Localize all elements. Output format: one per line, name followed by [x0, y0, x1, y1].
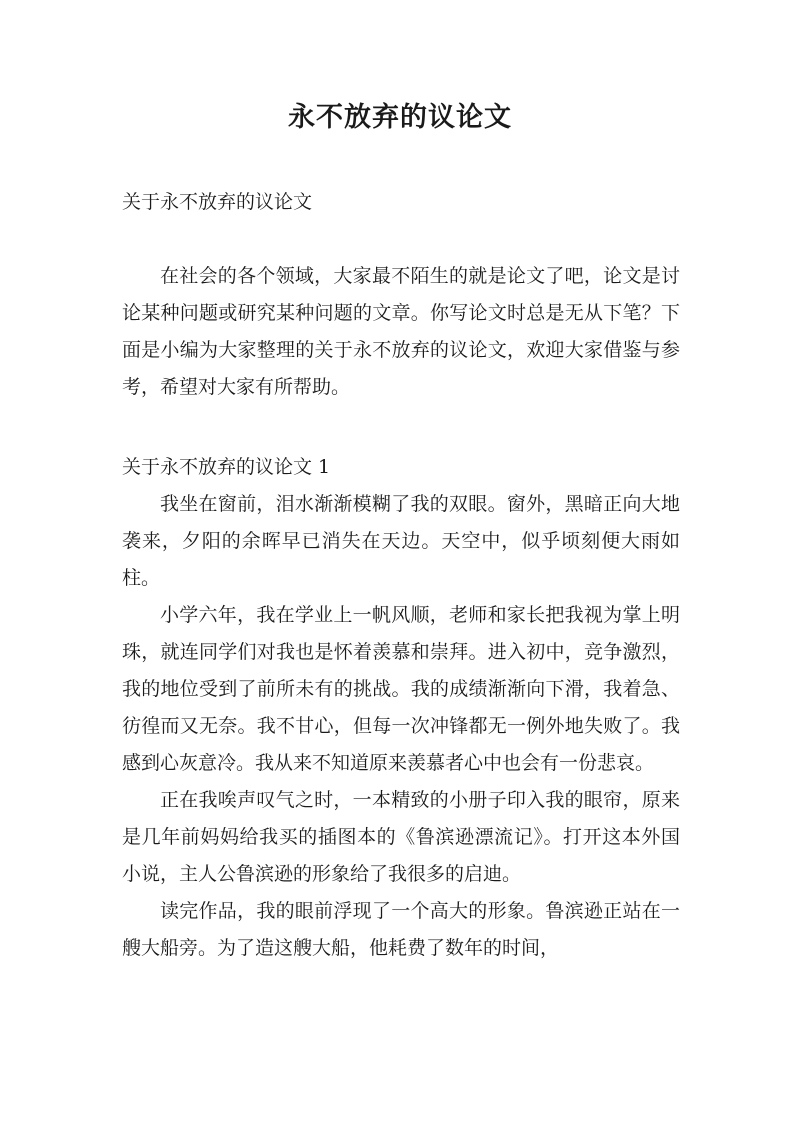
document-title: 永不放弃的议论文	[288, 102, 512, 133]
section-heading: 关于永不放弃的议论文 1	[122, 456, 331, 478]
body-paragraph: 正在我唉声叹气之时，一本精致的小册子印入我的眼帘，原来是几年前妈妈给我买的插图本的《鲁滨逊漂流记》。打开这本外国小说，主人公鲁滨逊的形象给了我很多的启迪。	[122, 789, 680, 885]
intro-paragraph: 在社会的各个领域，大家最不陌生的就是论文了吧，论文是讨论某种问题或研究某种问题的文章。你写论文时总是无从下笔？下面是小编为大家整理的关于永不放弃的议论文，欢迎大家借鉴与参考，希望对大家有所帮助。	[122, 265, 680, 398]
essay-section-1	[122, 449, 680, 967]
body-paragraph: 读完作品，我的眼前浮现了一个高大的形象。鲁滨逊正站在一艘大船旁。为了造这艘大船，他耗费了数年的时间，	[122, 900, 680, 959]
document-subtitle: 关于永不放弃的议论文	[122, 191, 313, 213]
body-paragraph: 我坐在窗前，泪水渐渐模糊了我的双眼。窗外，黑暗正向大地袭来，夕阳的余晖早已消失在天边。天空中，似乎顷刻便大雨如柱。	[122, 493, 680, 589]
body-paragraph: 小学六年，我在学业上一帆风顺，老师和家长把我视为掌上明珠，就连同学们对我也是怀着羡慕和崇拜。进入初中，竞争激烈，我的地位受到了前所未有的挑战。我的成绩渐渐向下滑，我着急、彷徨而又无奈。我不甘心，但每一次冲锋都无一例外地失败了。我感到心灰意冷。我从来不知道原来羡慕者心中也会有一份悲哀。	[122, 604, 680, 774]
